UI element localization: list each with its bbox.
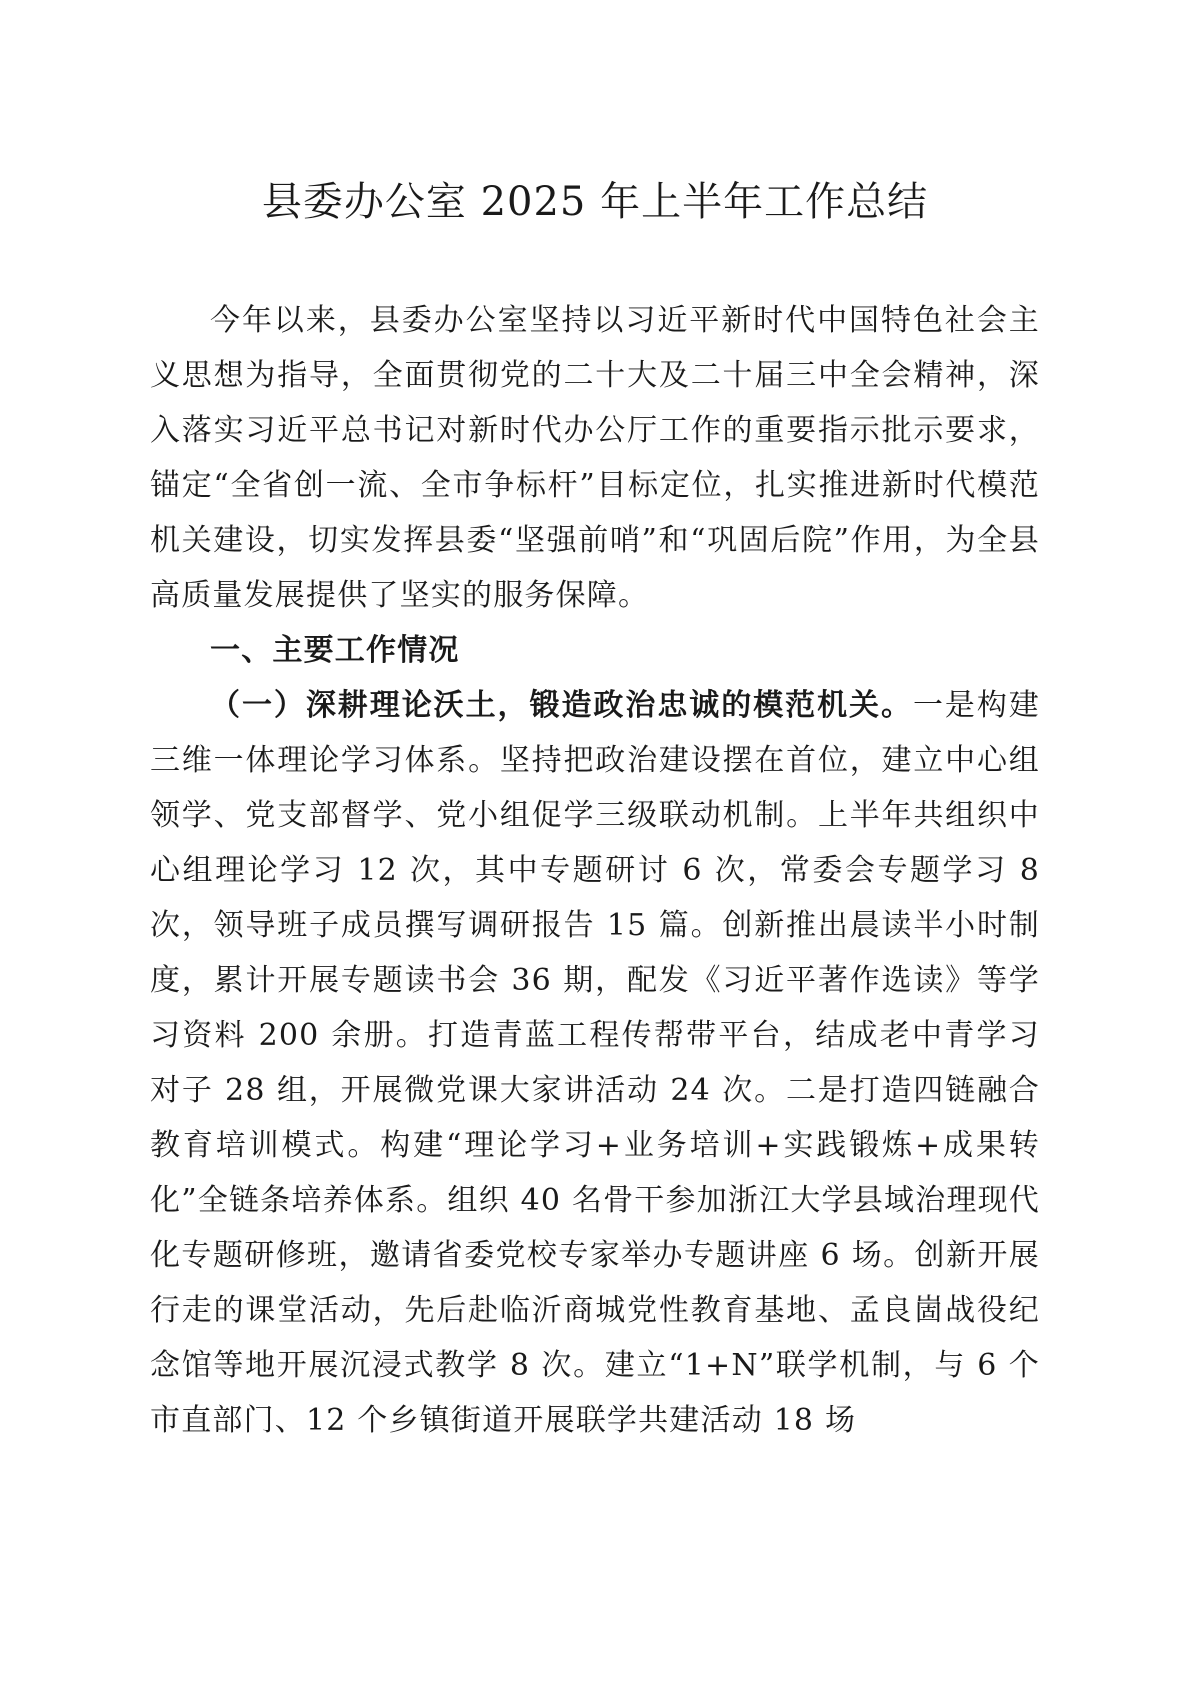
subsection-body-1: 一是构建三维一体理论学习体系。坚持把政治建设摆在首位，建立中心组领学、党支部督学、党小组促学三级联动机制。上半年共组织中心组理论学习 12 次，其中专题研讨 6 次，常委会专题学习 8 次，领导班子成员撰写调研报告 15 篇。创新推出晨读半小时制度，累计开展专题读书会 36 期，配发《习近平著作选读》等学习资料 200 余册。打造青蓝工程传帮带平台，结成老中青学习对子 28 组，开展微党课大家讲活动 24 次。二是打造四链融合教育培训模式。构建“理论学习+业务培训+实践锻炼+成果转化”全链条培养体系。组织 40 名骨干参加浙江大学县域治理现代化专题研修班，邀请省委党校专家举办专题讲座 6 场。创新开展行走的课堂活动，先后赴临沂商城党性教育基地、孟良崮战役纪念馆等地开展沉浸式教学 8 次。建立“1+N”联学机制，与 6 个市直部门、12 个乡镇街道开展联学共建活动 18 场 <box>150 688 1040 1438</box>
subsection-paragraph-1 <box>150 678 1040 1448</box>
section-heading-main-work: 一、主要工作情况 <box>210 633 460 668</box>
document-body <box>150 293 1040 1448</box>
document-title: 县委办公室 2025 年上半年工作总结 <box>261 179 929 225</box>
subsection-heading-1: （一）深耕理论沃土，锻造政治忠诚的模范机关。 <box>210 688 913 723</box>
intro-paragraph: 今年以来，县委办公室坚持以习近平新时代中国特色社会主义思想为指导，全面贯彻党的二十大及二十届三中全会精神，深入落实习近平总书记对新时代办公厅工作的重要指示批示要求，锚定“全省创一流、全市争标杆”目标定位，扎实推进新时代模范机关建设，切实发挥县委“坚强前哨”和“巩固后院”作用，为全县高质量发展提供了坚实的服务保障。 <box>150 303 1040 613</box>
